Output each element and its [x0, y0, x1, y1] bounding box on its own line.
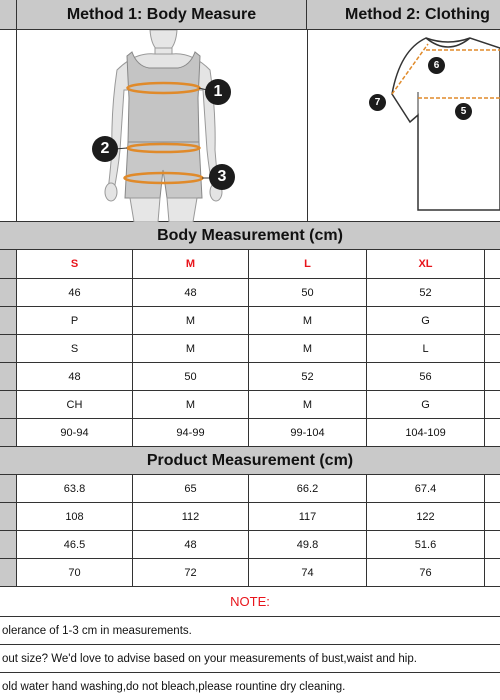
- product-cell: 65: [133, 475, 249, 503]
- body-cell: M: [249, 335, 367, 363]
- product-cell-overflow: [485, 531, 500, 559]
- marker-1-badge: 1: [205, 79, 231, 105]
- body-cell-overflow: [485, 335, 500, 363]
- product-row-label: [0, 503, 17, 531]
- body-cell: M: [133, 391, 249, 419]
- body-cell: 50: [133, 363, 249, 391]
- body-cell: 90-94: [17, 419, 133, 447]
- size-s: S: [17, 250, 133, 279]
- note-line: old water hand washing,do not bleach,please rountine dry cleaning.: [2, 680, 346, 693]
- body-cell: 56: [367, 363, 485, 391]
- body-cell: 99-104: [249, 419, 367, 447]
- clothing-measure-figure: [308, 30, 500, 222]
- body-cell: 94-99: [133, 419, 249, 447]
- body-row-label: [0, 307, 17, 335]
- method1-header: Method 1: Body Measure: [17, 0, 307, 30]
- body-measure-figure: [17, 30, 307, 222]
- product-cell: 108: [17, 503, 133, 531]
- body-cell: L: [367, 335, 485, 363]
- product-cell: 74: [249, 559, 367, 587]
- body-cell: CH: [17, 391, 133, 419]
- product-cell: 112: [133, 503, 249, 531]
- body-cell: M: [249, 391, 367, 419]
- product-cell: 122: [367, 503, 485, 531]
- body-cell: 52: [249, 363, 367, 391]
- product-cell-overflow: [485, 503, 500, 531]
- size-m: M: [133, 250, 249, 279]
- body-cell-overflow: [485, 279, 500, 307]
- size-xl: XL: [367, 250, 485, 279]
- size-l: L: [249, 250, 367, 279]
- product-row-label: [0, 475, 17, 503]
- body-cell: P: [17, 307, 133, 335]
- body-cell: 46: [17, 279, 133, 307]
- product-cell-overflow: [485, 559, 500, 587]
- image-row-left-gap: [0, 30, 17, 222]
- body-cell-overflow: [485, 419, 500, 447]
- size-row-label: [0, 250, 17, 279]
- body-cell: M: [133, 335, 249, 363]
- note-line: out size? We'd love to advise based on your measurements of bust,waist and hip.: [0, 645, 500, 673]
- body-row-label: [0, 419, 17, 447]
- product-cell: 72: [133, 559, 249, 587]
- marker-2-badge: 2: [92, 136, 118, 162]
- product-cell: 70: [17, 559, 133, 587]
- product-cell: 49.8: [249, 531, 367, 559]
- product-cell: 48: [133, 531, 249, 559]
- body-cell: S: [17, 335, 133, 363]
- product-cell-overflow: [485, 475, 500, 503]
- body-row-label: [0, 391, 17, 419]
- product-cell: 46.5: [17, 531, 133, 559]
- header-spacer: [0, 0, 17, 30]
- product-cell: 67.4: [367, 475, 485, 503]
- body-row-label: [0, 335, 17, 363]
- product-row-label: [0, 559, 17, 587]
- body-cell: 50: [249, 279, 367, 307]
- method2-header: Method 2: Clothing: [345, 6, 490, 23]
- product-cell: 66.2: [249, 475, 367, 503]
- marker-5-badge: 5: [455, 103, 472, 120]
- product-cell: 51.6: [367, 531, 485, 559]
- marker-7-badge: 7: [369, 94, 386, 111]
- marker-3-badge: 3: [209, 164, 235, 190]
- body-cell: M: [133, 307, 249, 335]
- product-measurement-header: Product Measurement (cm): [0, 447, 500, 475]
- body-row-label: [0, 363, 17, 391]
- product-row-label: [0, 531, 17, 559]
- marker-6-badge: 6: [428, 57, 445, 74]
- body-cell-overflow: [485, 307, 500, 335]
- body-cell: 48: [133, 279, 249, 307]
- body-cell: G: [367, 307, 485, 335]
- note-line: olerance of 1-3 cm in measurements.: [0, 617, 500, 645]
- size-row-overflow: [485, 250, 500, 279]
- body-cell: G: [367, 391, 485, 419]
- body-cell: 48: [17, 363, 133, 391]
- body-row-label: [0, 279, 17, 307]
- body-cell: 104-109: [367, 419, 485, 447]
- body-cell-overflow: [485, 391, 500, 419]
- product-cell: 76: [367, 559, 485, 587]
- body-measurement-header: Body Measurement (cm): [0, 222, 500, 250]
- product-cell: 63.8: [17, 475, 133, 503]
- body-cell: M: [249, 307, 367, 335]
- note-title: NOTE:: [0, 587, 500, 617]
- product-cell: 117: [249, 503, 367, 531]
- body-cell: 52: [367, 279, 485, 307]
- body-cell-overflow: [485, 363, 500, 391]
